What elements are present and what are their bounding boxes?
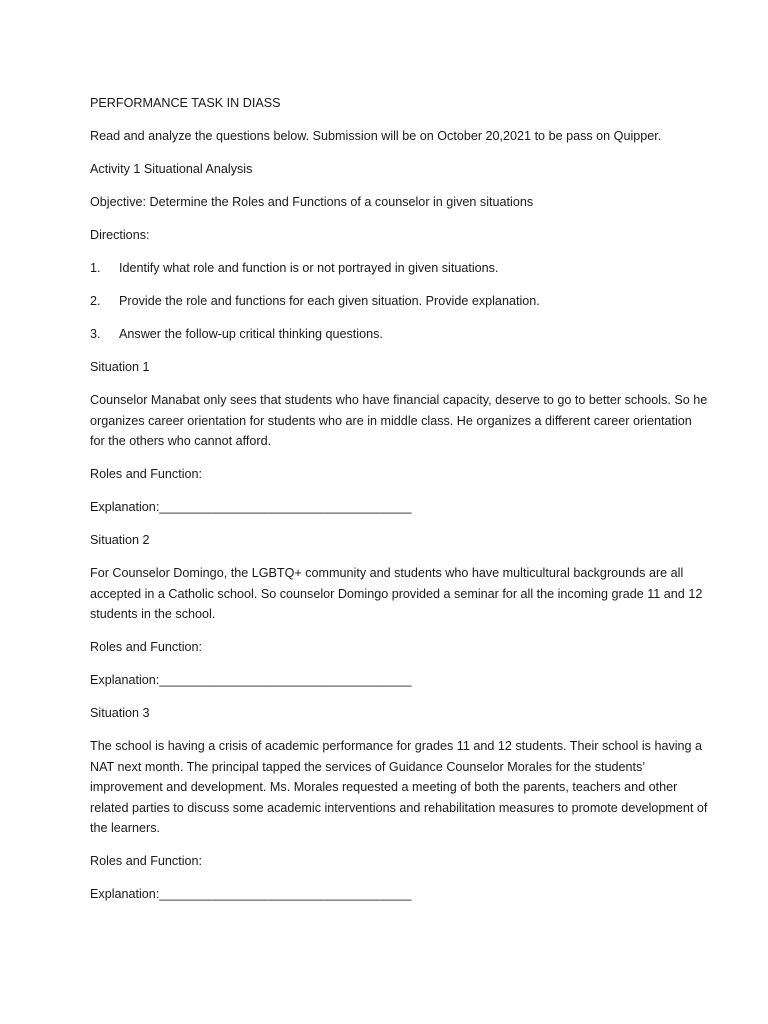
situation-body: Counselor Manabat only sees that students who have financial capacity, deserve to go to better schools. So he organizes career orientation for students who are in middle class. He organizes a different career orientation for the others who cannot afford.: [90, 393, 708, 448]
direction-item: [90, 291, 708, 312]
explanation-line: Explanation:____________________________________: [90, 500, 412, 514]
direction-number: 3.: [90, 327, 101, 341]
direction-item: [90, 324, 708, 345]
direction-text: Identify what role and function is or not portrayed in given situations.: [119, 261, 499, 275]
direction-text: Provide the role and functions for each given situation. Provide explanation.: [119, 294, 540, 308]
situation-1: [90, 357, 708, 518]
situation-heading: Situation 1: [90, 360, 150, 374]
roles-function-label: Roles and Function:: [90, 854, 203, 868]
situation-2: [90, 530, 708, 691]
situation-heading: Situation 3: [90, 706, 150, 720]
explanation-line: Explanation:____________________________________: [90, 887, 412, 901]
situation-body: For Counselor Domingo, the LGBTQ+ community and students who have multicultural backgrounds are all accepted in a Catholic school. So counselor Domingo provided a seminar for all the incoming grade 11 and 12 students in the school.: [90, 566, 703, 621]
direction-text: Answer the follow-up critical thinking questions.: [119, 327, 383, 341]
activity-heading: Activity 1 Situational Analysis: [90, 162, 253, 176]
situation-body: The school is having a crisis of academic performance for grades 11 and 12 students. Their school is having a NAT next month. The principal tapped the services of Guidance Counselor Morales for the students’ improvement and development. Ms. Morales requested a meeting of both the parents, teachers and other related parties to discuss some academic interventions and rehabilitation measures to promote development of the learners.: [90, 739, 708, 835]
directions-label: Directions:: [90, 228, 150, 242]
direction-item: [90, 258, 708, 279]
document-title: PERFORMANCE TASK IN DIASS: [90, 96, 281, 110]
objective-text: Objective: Determine the Roles and Functions of a counselor in given situations: [90, 195, 534, 209]
direction-number: 2.: [90, 294, 101, 308]
roles-function-label: Roles and Function:: [90, 467, 203, 481]
direction-number: 1.: [90, 261, 101, 275]
intro-text: Read and analyze the questions below. Submission will be on October 20,2021 to be pass on Quipper.: [90, 129, 662, 143]
situation-3: [90, 703, 708, 905]
explanation-line: Explanation:____________________________________: [90, 673, 412, 687]
roles-function-label: Roles and Function:: [90, 640, 203, 654]
situation-heading: Situation 2: [90, 533, 150, 547]
